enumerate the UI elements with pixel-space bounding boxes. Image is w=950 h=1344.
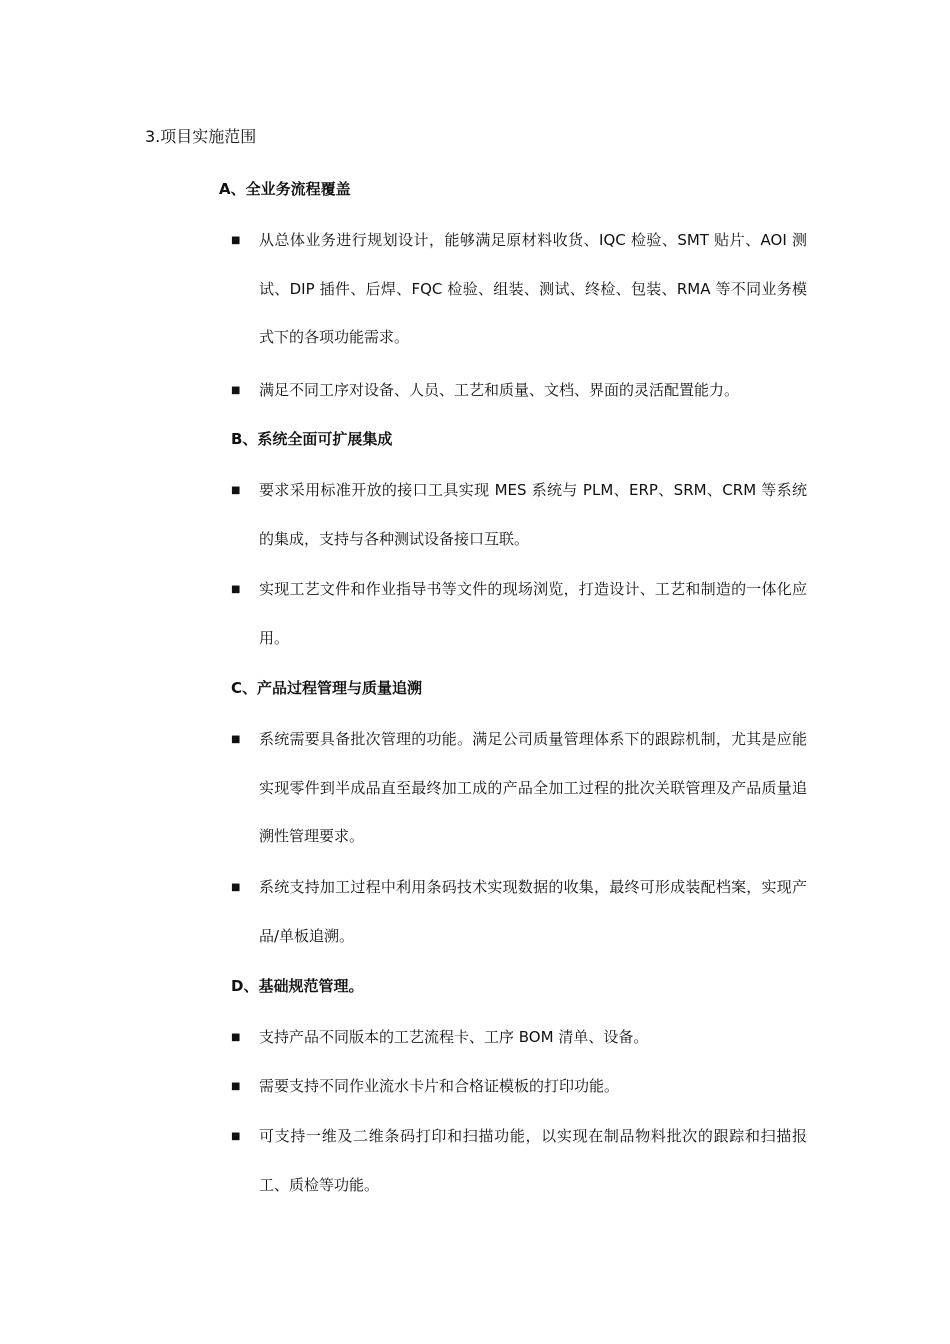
list-item: 支持产品不同版本的工艺流程卡、工序 BOM 清单、设备。 — [259, 1028, 649, 1046]
square-bullet-icon: ■ — [231, 734, 241, 745]
section-heading-c: C、产品过程管理与质量追溯 — [231, 679, 423, 697]
square-bullet-icon: ■ — [231, 882, 241, 893]
list-item: 要求采用标准开放的接口工具实现 MES 系统与 PLM、ERP、SRM、CRM 等系统的集成，支持与各种测试设备接口互联。 — [259, 481, 807, 548]
list-item: 实现工艺文件和作业指导书等文件的现场浏览，打造设计、工艺和制造的一体化应用。 — [259, 580, 807, 647]
square-bullet-icon: ■ — [231, 584, 241, 595]
section-heading-a: A、全业务流程覆盖 — [219, 180, 351, 198]
square-bullet-icon: ■ — [231, 1131, 241, 1142]
section-heading-d: D、基础规范管理。 — [231, 977, 364, 995]
square-bullet-icon: ■ — [231, 1032, 241, 1043]
section-heading-b: B、系统全面可扩展集成 — [231, 430, 393, 448]
square-bullet-icon: ■ — [231, 485, 241, 496]
square-bullet-icon: ■ — [231, 385, 241, 396]
page-title: 3.项目实施范围 — [145, 127, 257, 146]
list-item: 系统需要具备批次管理的功能。满足公司质量管理体系下的跟踪机制，尤其是应能实现零件到半成品直至最终加工成的产品全加工过程的批次关联管理及产品质量追溯性管理要求。 — [259, 730, 807, 845]
list-item: 满足不同工序对设备、人员、工艺和质量、文档、界面的灵活配置能力。 — [259, 381, 740, 399]
list-item: 从总体业务进行规划设计，能够满足原材料收货、IQC 检验、SMT 贴片、AOI 测试、DIP 插件、后焊、FQC 检验、组装、测试、终检、包装、RMA 等不同业务模式下的各项功能需求。 — [259, 231, 807, 346]
list-item: 可支持一维及二维条码打印和扫描功能，以实现在制品物料批次的跟踪和扫描报工、质检等功能。 — [259, 1127, 807, 1194]
list-item: 系统支持加工过程中利用条码技术实现数据的收集，最终可形成装配档案，实现产品/单板追溯。 — [259, 878, 807, 945]
list-item: 需要支持不同作业流水卡片和合格证模板的打印功能。 — [259, 1077, 620, 1095]
square-bullet-icon: ■ — [231, 1081, 241, 1092]
square-bullet-icon: ■ — [231, 235, 241, 246]
